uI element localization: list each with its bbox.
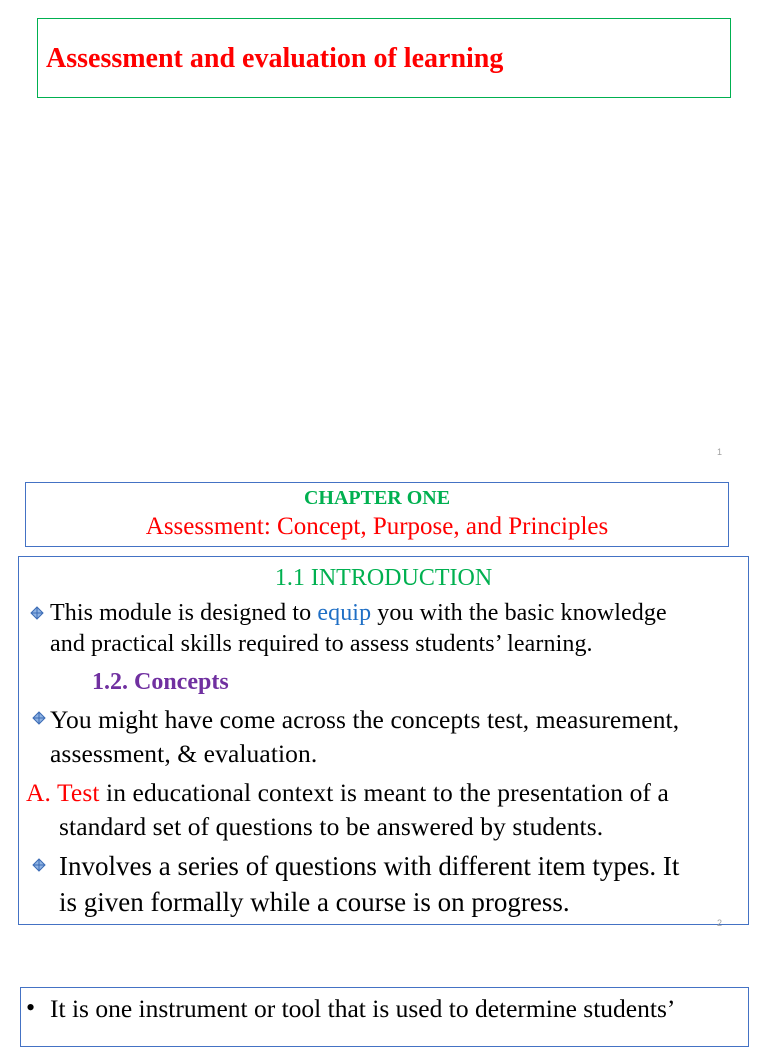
chapter-header-frame — [25, 482, 729, 547]
para1-line2: and practical skills required to assess students’ learning. — [50, 631, 593, 657]
point-a-marker: A. — [26, 778, 51, 807]
para1-text-pre: This module is designed to — [50, 600, 318, 626]
para3-line1: Involves a series of questions with different item types. It — [59, 851, 680, 881]
slide3-line1: It is one instrument or tool that is used to determine students’ — [50, 994, 676, 1023]
slide1-title-frame — [37, 18, 731, 98]
diamond-bullet-icon — [32, 711, 46, 725]
slide1-title: Assessment and evaluation of learning — [46, 43, 504, 74]
para3-line2: is given formally while a course is on progress. — [59, 887, 570, 917]
point-a-text: in educational context is meant to the presentation of a — [99, 778, 669, 807]
para1-accent-word: equip — [317, 600, 372, 626]
para2-line2: assessment, & evaluation. — [50, 739, 318, 768]
slide3-bullet: • — [26, 993, 36, 1022]
point-a-line1 — [26, 778, 669, 808]
para1-line1 — [50, 600, 667, 627]
diamond-bullet-icon — [30, 606, 44, 620]
point-a-term: Test — [57, 778, 100, 807]
para2-line1: You might have come across the concepts test, measurement, — [50, 705, 680, 734]
intro-heading: 1.1 INTRODUCTION — [274, 565, 493, 591]
diamond-bullet-icon — [32, 858, 46, 872]
slide2-page-number: 2 — [717, 918, 723, 928]
chapter-title: Assessment: Concept, Purpose, and Principles — [145, 513, 609, 540]
slide3-content-frame — [20, 987, 749, 1047]
slide1-page-number: 1 — [717, 447, 723, 457]
chapter-label: CHAPTER ONE — [303, 487, 451, 509]
para1-text-post: you with the basic knowledge — [371, 600, 667, 626]
slide2-content-frame — [18, 556, 749, 925]
concepts-heading: 1.2. Concepts — [92, 669, 229, 695]
point-a-line2: standard set of questions to be answered by students. — [59, 812, 604, 841]
